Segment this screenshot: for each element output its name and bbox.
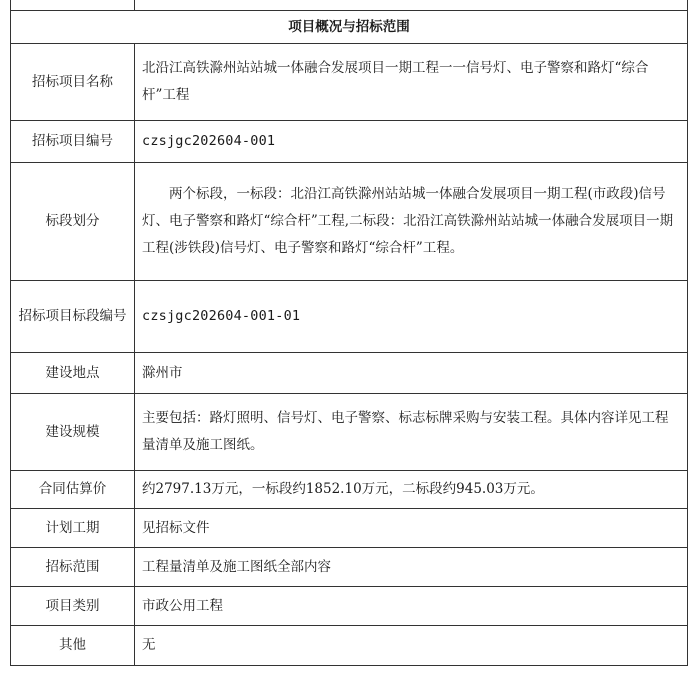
table-row-other — [11, 626, 688, 666]
table-row-category — [11, 587, 688, 626]
project-code-value: czsjgc202604-001 — [135, 121, 688, 163]
table-row-duration — [11, 509, 688, 548]
scale-value: 主要包括：路灯照明、信号灯、电子警察、标志标牌采购与安装工程。具体内容详见工程量清单及施工图纸。 — [135, 394, 688, 471]
other-label: 其他 — [11, 626, 135, 666]
location-value: 滁州市 — [135, 353, 688, 394]
duration-value: 见招标文件 — [135, 509, 688, 548]
other-value: 无 — [135, 626, 688, 666]
table-row-location — [11, 353, 688, 394]
project-code-label: 招标项目编号 — [11, 121, 135, 163]
section-code-value: czsjgc202604-001-01 — [135, 281, 688, 353]
table-row-project-name — [11, 44, 688, 121]
scale-label: 建设规模 — [11, 394, 135, 471]
project-name-label: 招标项目名称 — [11, 44, 135, 121]
table-row-section-code — [11, 281, 688, 353]
section-title: 项目概况与招标范围 — [11, 11, 688, 44]
scope-value: 工程量清单及施工图纸全部内容 — [135, 548, 688, 587]
estimate-label: 合同估算价 — [11, 471, 135, 509]
duration-label: 计划工期 — [11, 509, 135, 548]
table-row-scope — [11, 548, 688, 587]
top-stub-cell-right — [135, 0, 688, 11]
table-top-stub-row — [11, 0, 688, 11]
table-row-project-code — [11, 121, 688, 163]
sections-value: 两个标段，一标段：北沿江高铁滁州站站城一体融合发展项目一期工程(市政段)信号灯、电子警察和路灯“综合杆”工程,二标段：北沿江高铁滁州站站城一体融合发展项目一期工程(涉铁段)信号灯、电子警察和路灯“综合杆”工程。 — [135, 163, 688, 281]
table-row-scale — [11, 394, 688, 471]
tender-info-table-container — [10, 0, 687, 666]
top-stub-cell-left — [11, 0, 135, 11]
location-label: 建设地点 — [11, 353, 135, 394]
sections-label: 标段划分 — [11, 163, 135, 281]
scope-label: 招标范围 — [11, 548, 135, 587]
project-name-value: 北沿江高铁滁州站站城一体融合发展项目一期工程一一信号灯、电子警察和路灯“综合杆”工程 — [135, 44, 688, 121]
estimate-value: 约2797.13万元，一标段约1852.10万元，二标段约945.03万元。 — [135, 471, 688, 509]
section-code-label: 招标项目标段编号 — [11, 281, 135, 353]
category-value: 市政公用工程 — [135, 587, 688, 626]
table-row-sections — [11, 163, 688, 281]
tender-info-table — [10, 0, 688, 666]
category-label: 项目类别 — [11, 587, 135, 626]
table-row-estimate — [11, 471, 688, 509]
table-header-row — [11, 11, 688, 44]
